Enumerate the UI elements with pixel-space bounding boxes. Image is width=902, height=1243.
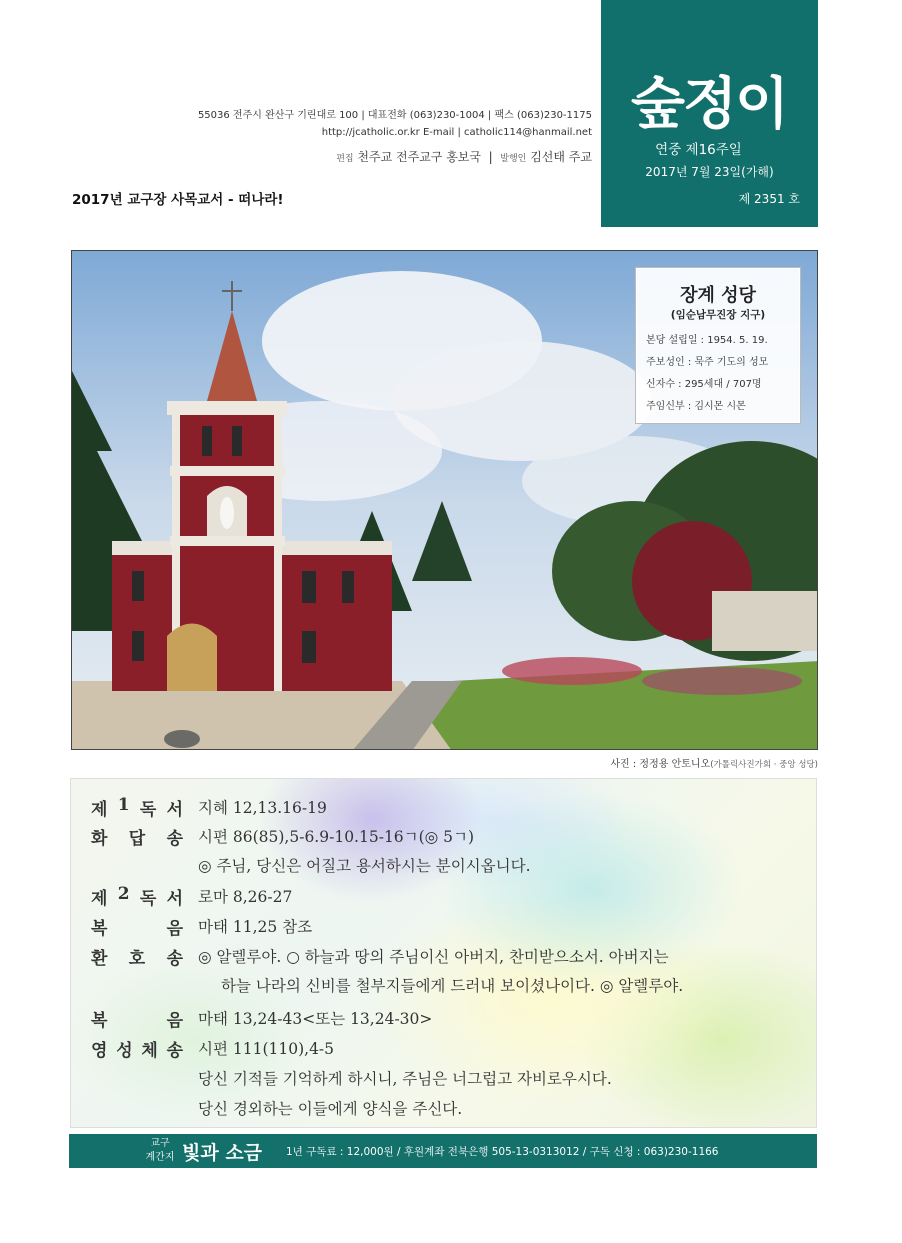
reading-text: 지혜 12,13.16-19 [198,799,327,817]
photo-caption [610,755,818,770]
footer-logo: 빛과 소금 [182,1142,263,1164]
reading-label: 제 1 독 서 [91,795,183,820]
reading-label: 환 호 송 [91,949,183,969]
edit-label: 편집 [336,154,354,164]
masthead [601,0,818,227]
reading-text: 시편 86(85),5-6.9-10.15-16ㄱ(◎ 5ㄱ) [198,828,475,846]
church-info-box [636,268,800,423]
publisher: 김선태 주교 [530,150,592,164]
reading-label: 복 음 [91,919,183,939]
caption-main: 사진 : 정정용 안토니오 [610,759,711,770]
footer-label [139,1137,181,1165]
reading-text: 마태 13,24-43<또는 13,24-30> [198,1010,433,1028]
reading-label: 영 성 체 송 [91,1041,183,1061]
reading-text: 시편 111(110),4-5 [198,1040,335,1058]
header-web: http://jcatholic.or.kr E-mail | catholic114@hanmail.net [321,127,592,138]
reading-text: 마태 11,25 참조 [198,918,313,936]
reading-text: ◎ 주님, 당신은 어질고 용서하시는 분이시옵니다. [198,857,531,875]
church-title: 장계 성당 [680,285,756,306]
headline: 2017년 교구장 사목교서 - 떠나라! [72,192,284,208]
reading-text: ◎ 알렐루야. ○ 하늘과 땅의 주님이신 아버지, 찬미받으소서. 아버지는 [198,948,669,966]
reading-text: 당신 경외하는 이들에게 양식을 주신다. [198,1100,463,1118]
editor: 천주교 전주교구 홍보국 [357,150,481,164]
masthead-date: 2017년 7월 23일(가해) [645,165,774,179]
reading-label: 화 답 송 [91,829,183,849]
readings-panel [70,778,817,1128]
reading-text: 당신 기적들 기억하게 하시니, 주님은 너그럽고 자비로우시다. [198,1070,612,1088]
church-pastor: 주임신부 : 김시몬 시몬 [646,401,746,412]
church-patron: 주보성인 : 묵주 기도의 성모 [646,357,769,368]
masthead-week: 연중 제16주일 [655,142,742,158]
church-subtitle: (임순남무진장 지구) [670,309,766,321]
header-editor-line: 편집 천주교 전주교구 홍보국 | 발행인 김선태 주교 [336,150,592,164]
church-founded: 본당 설립일 : 1954. 5. 19. [646,335,768,346]
reading-text: 로마 8,26-27 [198,888,293,906]
reading-label: 제 2 독 서 [91,884,183,909]
masthead-issue: 제 2351 호 [738,192,800,206]
caption-sub: (가톨릭사진가회 · 중앙 성당) [710,760,818,770]
reading-label: 복 음 [91,1011,183,1031]
masthead-logo: 숲정이 [630,71,788,137]
footer-label-text: 교구 계간지 [145,1138,175,1163]
footer-subscription: 1년 구독료 : 12,000원 / 후원계좌 전북은행 505-13-0313012 / 구독 신청 : 063)230-1166 [286,1146,719,1158]
publisher-label: 발행인 [500,154,527,164]
header-address: 55036 전주시 완산구 기린대로 100 | 대표전화 (063)230-1004 | 팩스 (063)230-1175 [197,110,592,121]
reading-text: 하늘 나라의 신비를 철부지들에게 드러내 보이셨나이다. ◎ 알렐루야. [221,977,684,995]
footer-bar [69,1134,817,1168]
church-members: 신자수 : 295세대 / 707명 [646,379,762,390]
